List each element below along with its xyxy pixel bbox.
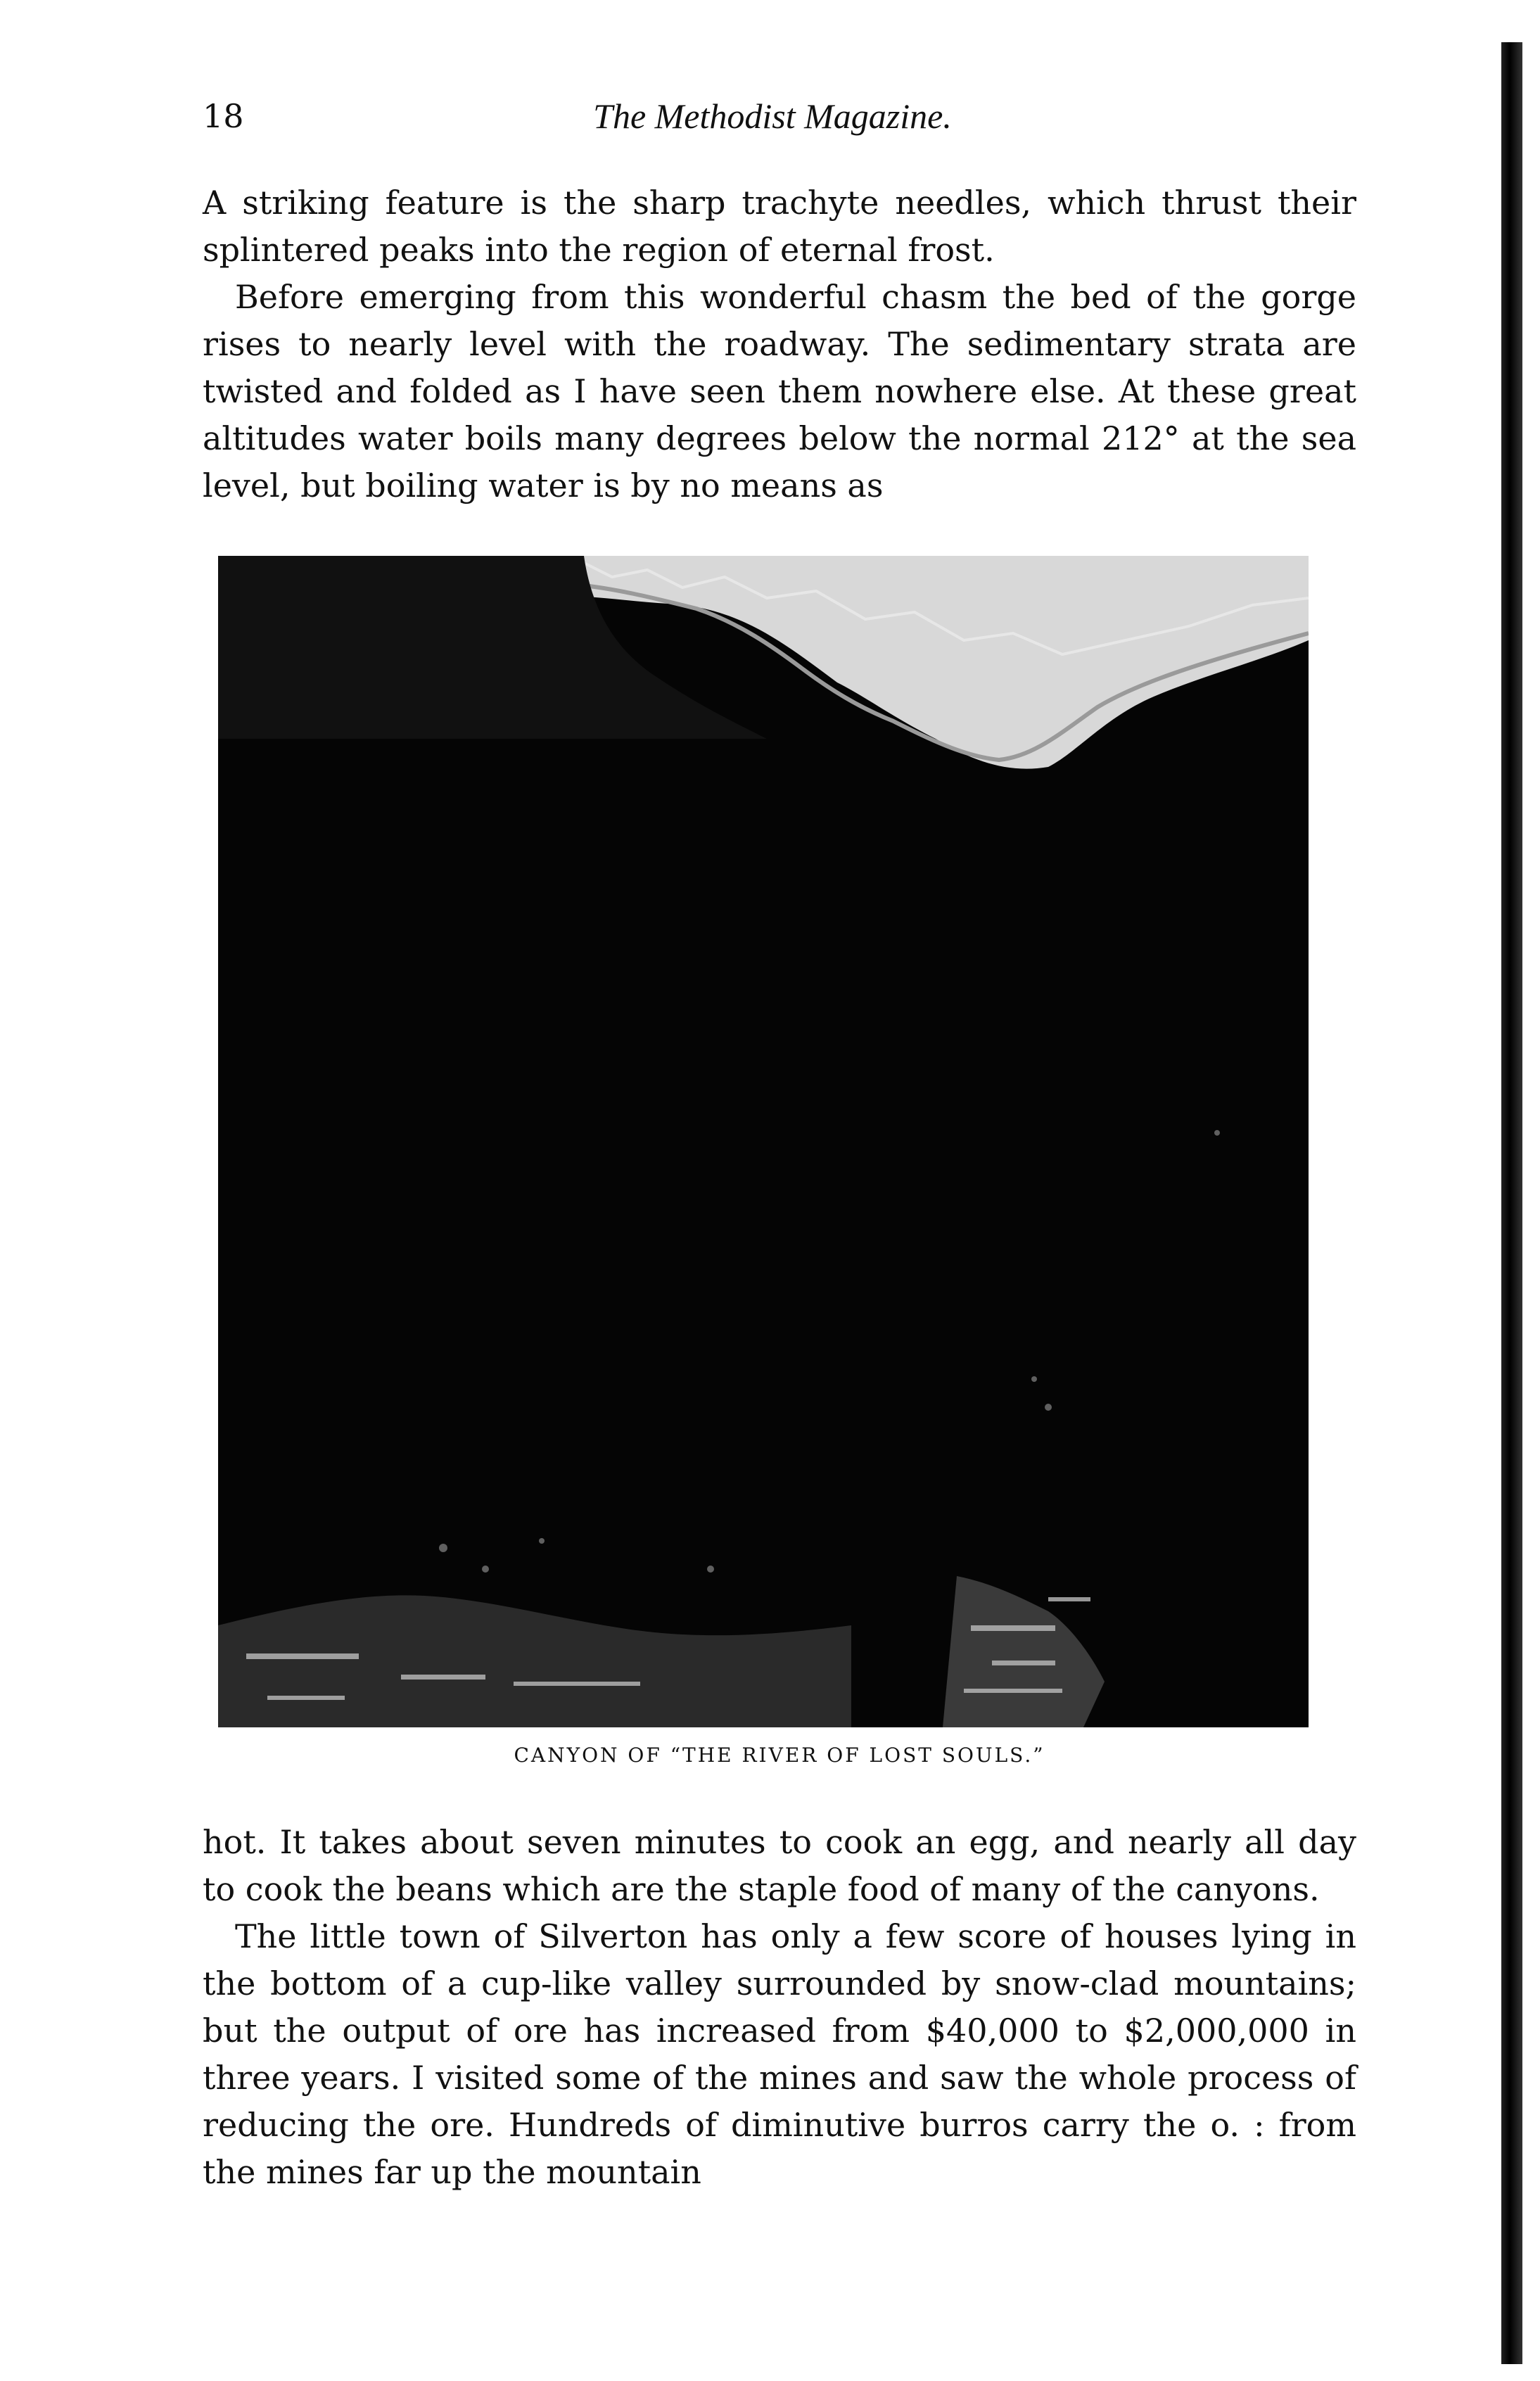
top-text-block [203, 179, 1356, 509]
page-header [203, 91, 1342, 148]
bottom-text-block [203, 1819, 1356, 2196]
canyon-illustration [218, 556, 1309, 1727]
paragraph: A striking feature is the sharp trachyte needles, which thrust their splintered peaks into the region of eternal frost. [203, 184, 1356, 269]
paragraph: Before emerging from this wonderful chasm the bed of the gorge rises to nearly level with the roadway. The sedimentary strata are twisted and folded as I have seen them nowhere else. At these great altitudes water boils many degrees below the normal 212° at the sea level, but boiling water is by no means as [203, 278, 1356, 504]
figure-caption: CANYON OF “THE RIVER OF LOST SOULS.” [514, 1744, 1045, 1767]
running-title: The Methodist Magazine. [593, 96, 952, 136]
paragraph: The little town of Silverton has only a few score of houses lying in the bottom of a cup-like valley surrounded by snow-clad mountains; but the output of ore has increased from $40,000 to $2,000,000 in three years. I visited some of the mines and saw the whole process of reducing the ore. Hundreds of diminutive burros carry the o. : from the mines far up the mountain [203, 1917, 1356, 2191]
paragraph: hot. It takes about seven minutes to cook an egg, and nearly all day to cook the beans which are the staple food of many of the canyons. [203, 1823, 1356, 1908]
page-number: 18 [203, 97, 244, 135]
canyon-engraving-image [218, 556, 1309, 1727]
scan-edge-strip [1501, 42, 1522, 2364]
